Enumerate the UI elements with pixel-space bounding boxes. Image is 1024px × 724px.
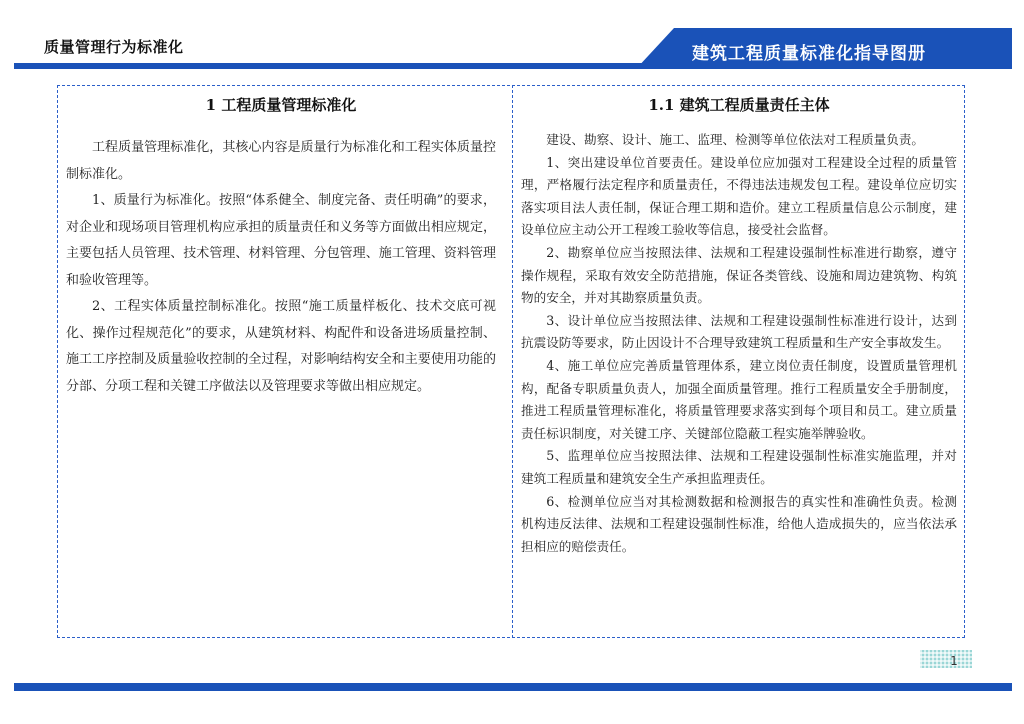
right-column <box>521 94 957 558</box>
right-paragraph: 建设、勘察、设计、施工、监理、检测等单位依法对工程质量负责。 <box>546 132 924 147</box>
document-title: 建筑工程质量标准化指导图册 <box>692 44 926 64</box>
page-number: 1 <box>950 654 958 668</box>
header-accent-bar <box>14 63 674 69</box>
column-divider <box>512 85 513 638</box>
left-paragraph: 2、工程实体质量控制标准化。按照“施工质量样板化、技术交底可视化、操作过程规范化”的要求，从建筑材料、构配件和设备进场质量控制、施工工序控制及质量验收控制的全过程，对影响结构安全和主要使用功能的分部、分项工程和关键工序做法以及管理要求等做出相应规定。 <box>66 299 496 394</box>
left-column <box>66 94 496 400</box>
right-paragraph: 3、设计单位应当按照法律、法规和工程建设强制性标准进行设计，达到抗震设防等要求，防止因设计不合理导致建筑工程质量和生产安全事故发生。 <box>521 312 957 351</box>
right-paragraph: 5、监理单位应当按照法律、法规和工程建设强制性标准实施监理，并对建筑工程质量和建筑安全生产承担监理责任。 <box>521 448 957 486</box>
footer-accent-bar <box>14 683 1012 691</box>
right-paragraph: 4、施工单位应完善质量管理体系，建立岗位责任制度，设置质量管理机构，配备专职质量负责人，加强全面质量管理。推行工程质量安全手册制度，推进工程质量管理标准化，将质量管理要求落实到每个项目和员工。建立质量责任标识制度，对关键工序、关键部位隐蔽工程实施举牌验收。 <box>521 357 957 441</box>
left-paragraph: 工程质量管理标准化，其核心内容是质量行为标准化和工程实体质量控制标准化。 <box>66 140 496 182</box>
right-paragraph: 1、突出建设单位首要责任。建设单位应加强对工程建设全过程的质量管理，严格履行法定程序和质量责任，不得违法违规发包工程。建设单位应切实落实项目法人责任制，保证合理工期和造价。建立工程质量信息公示制度，建设单位应主动公开工程竣工验收等信息，接受社会监督。 <box>521 154 957 238</box>
left-section-title: 1 工程质量管理标准化 <box>205 96 357 114</box>
right-paragraph: 2、勘察单位应当按照法律、法规和工程建设强制性标准进行勘察，遵守操作规程，采取有效安全防范措施，保证各类管线、设施和周边建筑物、构筑物的安全，并对其勘察质量负责。 <box>521 244 957 306</box>
page-number-badge <box>920 650 972 668</box>
header-section-title: 质量管理行为标准化 <box>44 38 184 56</box>
right-paragraph: 6、检测单位应当对其检测数据和检测报告的真实性和准确性负责。检测机构违反法律、法规和工程建设强制性标准，给他人造成损失的，应当依法承担相应的赔偿责任。 <box>521 493 957 554</box>
right-section-title: 1.1 建筑工程质量责任主体 <box>648 96 830 114</box>
left-paragraph: 1、质量行为标准化。按照“体系健全、制度完备、责任明确”的要求，对企业和现场项目管理机构应承担的质量责任和义务等方面做出相应规定，主要包括人员管理、技术管理、材料管理、分包管理、施工管理、资料管理和验收管理等。 <box>66 193 496 288</box>
